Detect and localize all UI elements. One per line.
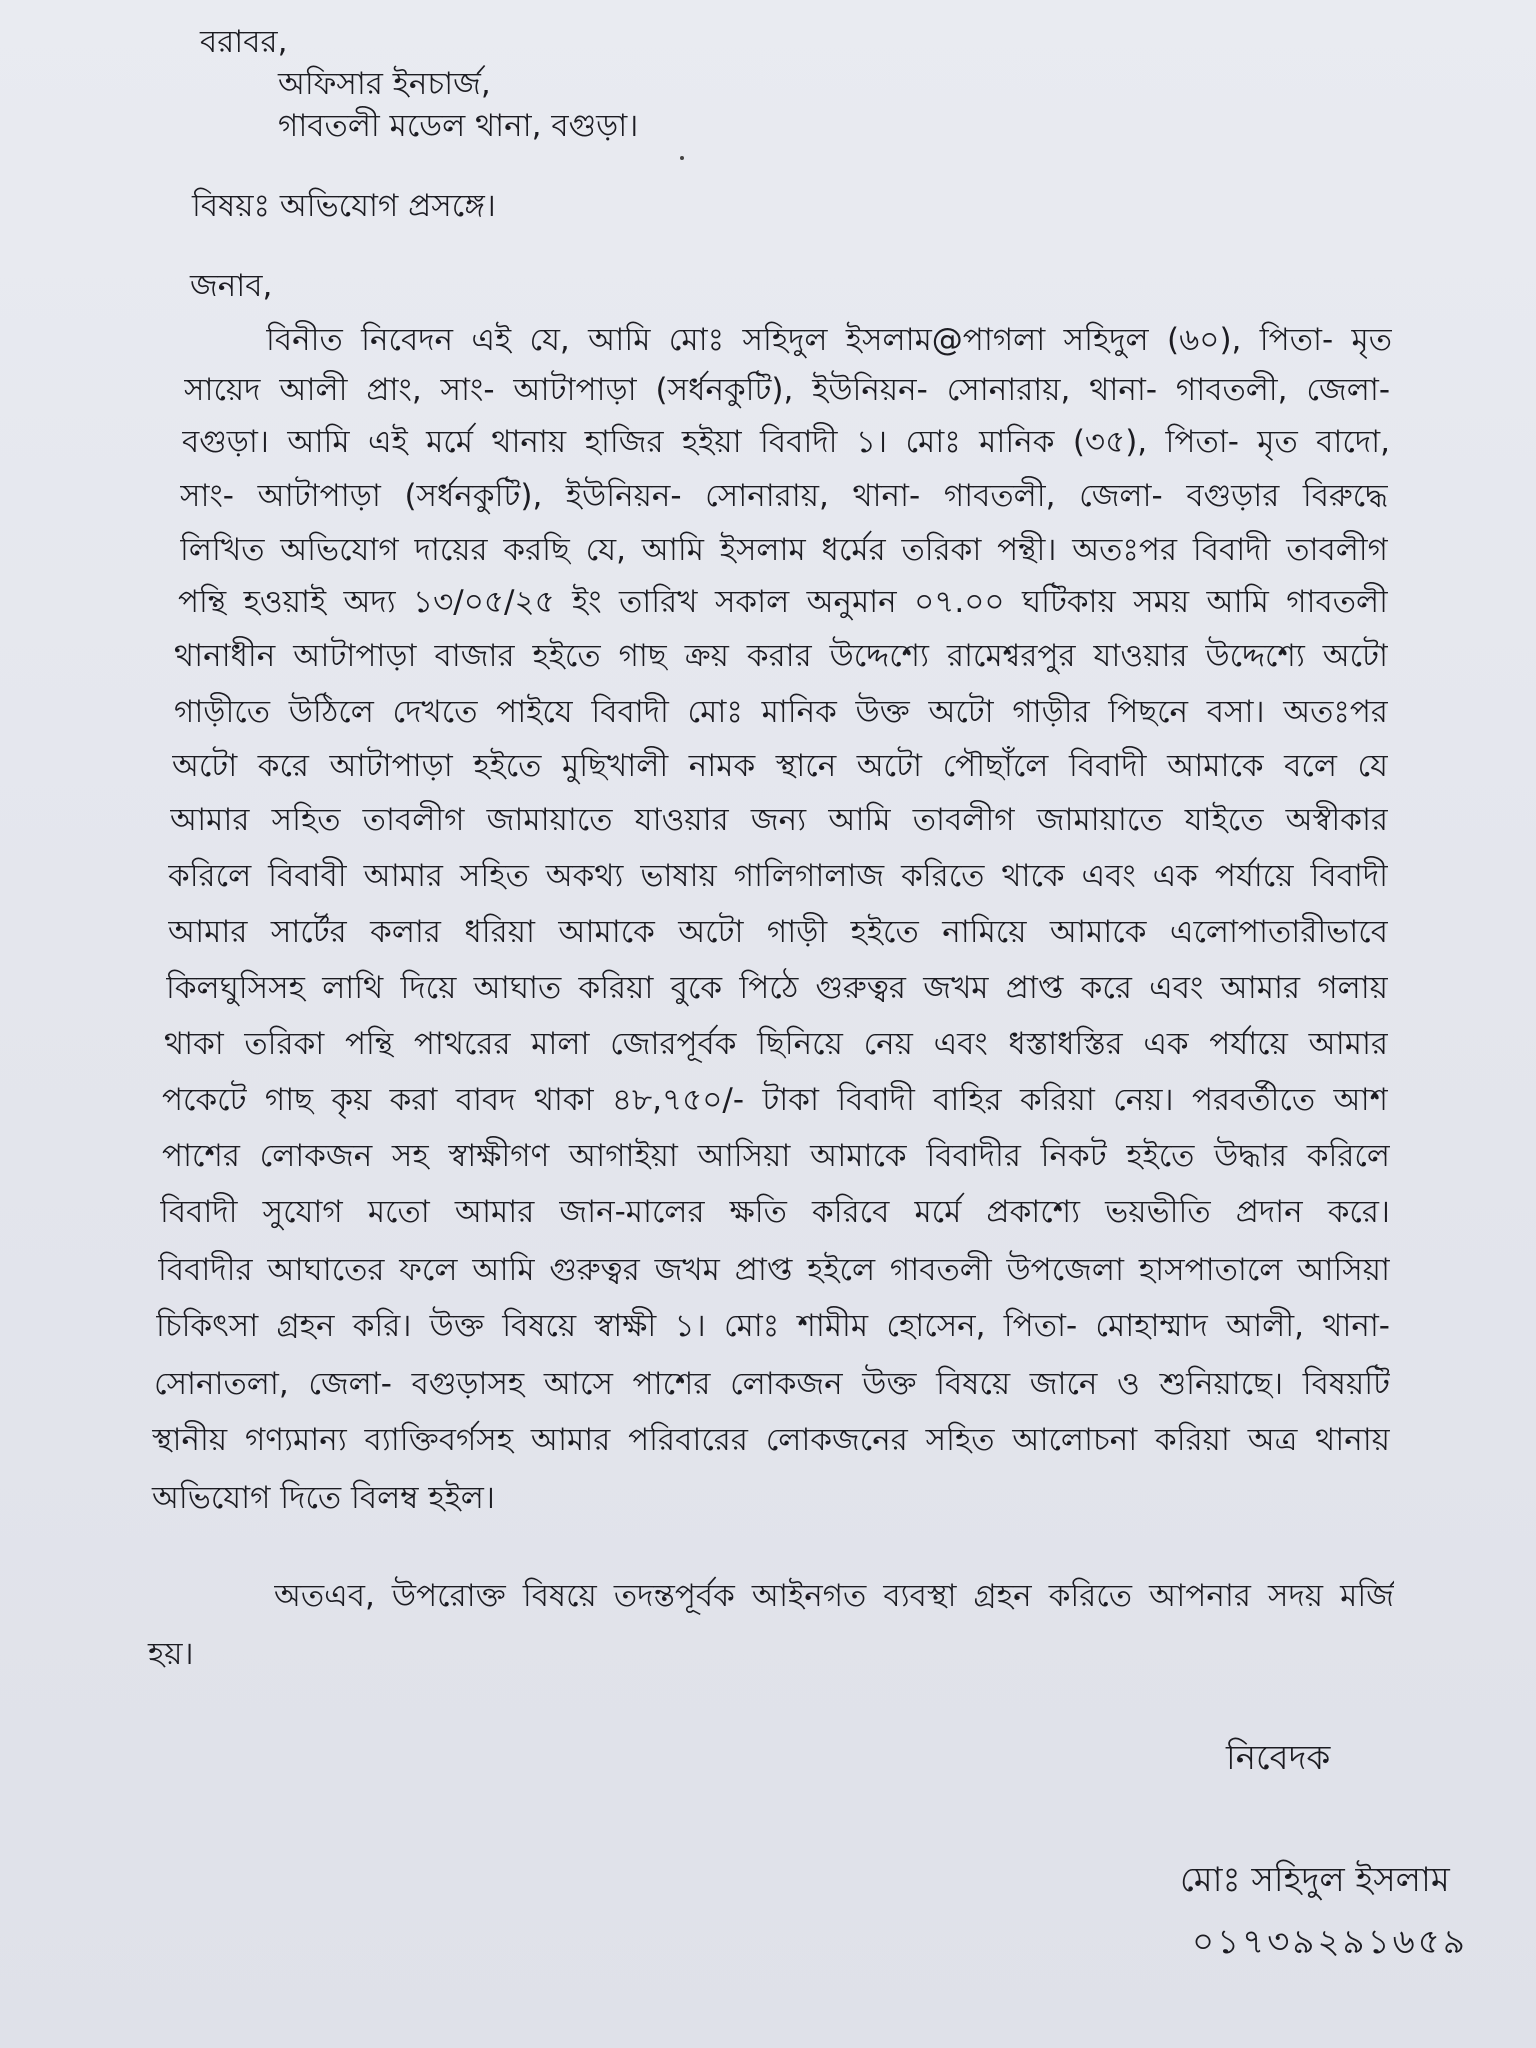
body-line: স্থানীয় গণ্যমান্য ব্যাক্তিবর্গসহ আমার পরিবারের লোকজনের সহিত আলোচনা করিয়া অত্র থানায় [152,1422,1390,1458]
body-line: আমার সহিত তাবলীগ জামায়াতে যাওয়ার জন্য আমি তাবলীগ জামায়াতে যাইতে অস্বীকার [170,802,1388,838]
signer-name: মোঃ সহিদুল ইসলাম [1180,1860,1450,1900]
body-line: অটো করে আটাপাড়া হইতে মুছিখালী নামক স্থানে অটো পৌছাঁলে বিবাদী আমাকে বলে যে [172,748,1388,784]
body-line: চিকিৎসা গ্রহন করি। উক্ত বিষয়ে স্বাক্ষী ১। মোঃ শামীম হোসেন, পিতা- মোহাম্মাদ আলী, থানা- [156,1308,1390,1344]
body-line: থানাধীন আটাপাড়া বাজার হইতে গাছ ক্রয় করার উদ্দেশ্যে রামেশ্বরপুর যাওয়ার উদ্দেশ্যে অটো [174,638,1388,674]
body-line: গাড়ীতে উঠিলে দেখতে পাইযে বিবাদী মোঃ মানিক উক্ত অটো গাড়ীর পিছনে বসা। অতঃপর [174,694,1388,730]
body-line: সোনাতলা, জেলা- বগুড়াসহ আসে পাশের লোকজন উক্ত বিষয়ে জানে ও শুনিয়াছে। বিষয়টি [154,1366,1390,1402]
greeting: জনাব, [190,268,273,304]
body-line: সায়েদ আলী প্রাং, সাং- আটাপাড়া (সর্ধনকুটি), ইউনিয়ন- সোনারায়, থানা- গাবতলী, জেলা- [184,372,1390,408]
body-line: পন্থি হওয়াই অদ্য ১৩/০৫/২৫ ইং তারিখ সকাল অনুমান ০৭.০০ ঘটিকায় সময় আমি গাবতলী [178,584,1388,620]
salutation-to: বরাবর, [200,24,288,60]
body-line: বিনীত নিবেদন এই যে, আমি মোঃ সহিদুল ইসলাম@পাগলা সহিদুল (৬০), পিতা- মৃত [266,322,1392,358]
body-line: বিবাদী সুযোগ মতো আমার জান-মালের ক্ষতি করিবে মর্মে প্রকাশ্যে ভয়ভীতি প্রদান করে। [160,1194,1390,1230]
body-line: সাং- আটাপাড়া (সর্ধনকুটি), ইউনিয়ন- সোনারায়, থানা- গাবতলী, জেলা- বগুড়ার বিরুদ্ধে [180,478,1388,514]
sign-label: নিবেদক [1226,1738,1331,1778]
body-line: করিলে বিবাবী আমার সহিত অকথ্য ভাষায় গালিগালাজ করিতে থাকে এবং এক পর্যায়ে বিবাদী [168,858,1388,894]
recipient-title: অফিসার ইনচার্জ, [278,66,491,102]
subject-line: বিষয়ঃ অভিযোগ প্রসঙ্গে। [192,188,496,224]
closing-line: অতএব, উপরোক্ত বিষয়ে তদন্তপূর্বক আইনগত ব্যবস্থা গ্রহন করিতে আপনার সদয় মর্জি [274,1578,1394,1614]
body-line: পকেটে গাছ কৃয় করা বাবদ থাকা ৪৮,৭৫০/- টাকা বিবাদী বাহির করিয়া নেয়। পরবর্তীতে আশ [162,1082,1388,1118]
signer-phone: ০১৭৩৯২৯১৬৫৯ [1192,1922,1468,1962]
recipient-address: গাবতলী মডেল থানা, বগুড়া। [278,108,639,144]
body-line: লিখিত অভিযোগ দায়ের করছি যে, আমি ইসলাম ধর্মের তরিকা পন্থী। অতঃপর বিবাদী তাবলীগ [180,532,1388,568]
body-line: বগুড়া। আমি এই মর্মে থানায় হাজির হইয়া বিবাদী ১। মোঃ মানিক (৩৫), পিতা- মৃত বাদো, [182,424,1390,460]
body-line: পাশের লোকজন সহ স্বাক্ষীগণ আগাইয়া আসিয়া আমাকে বিবাদীর নিকট হইতে উদ্ধার করিলে [162,1138,1390,1174]
body-line: আমার সার্টের কলার ধরিয়া আমাকে অটো গাড়ী হইতে নামিয়ে আমাকে এলোপাতারীভাবে [168,914,1388,950]
body-line: অভিযোগ দিতে বিলম্ব হইল। [152,1480,495,1516]
body-line: বিবাদীর আঘাতের ফলে আমি গুরুত্বর জখম প্রাপ্ত হইলে গাবতলী উপজেলা হাসপাতালে আসিয়া [158,1252,1390,1288]
ink-dot [680,156,684,160]
closing-line: হয়। [148,1636,194,1672]
body-line: কিলঘুসিসহ লাথি দিয়ে আঘাত করিয়া বুকে পিঠে গুরুত্বর জখম প্রাপ্ত করে এবং আমার গলায় [166,970,1388,1006]
body-line: থাকা তরিকা পন্থি পাথরের মালা জোরপূর্বক ছিনিয়ে নেয় এবং ধস্তাধস্তির এক পর্যায়ে আমার [164,1026,1388,1062]
